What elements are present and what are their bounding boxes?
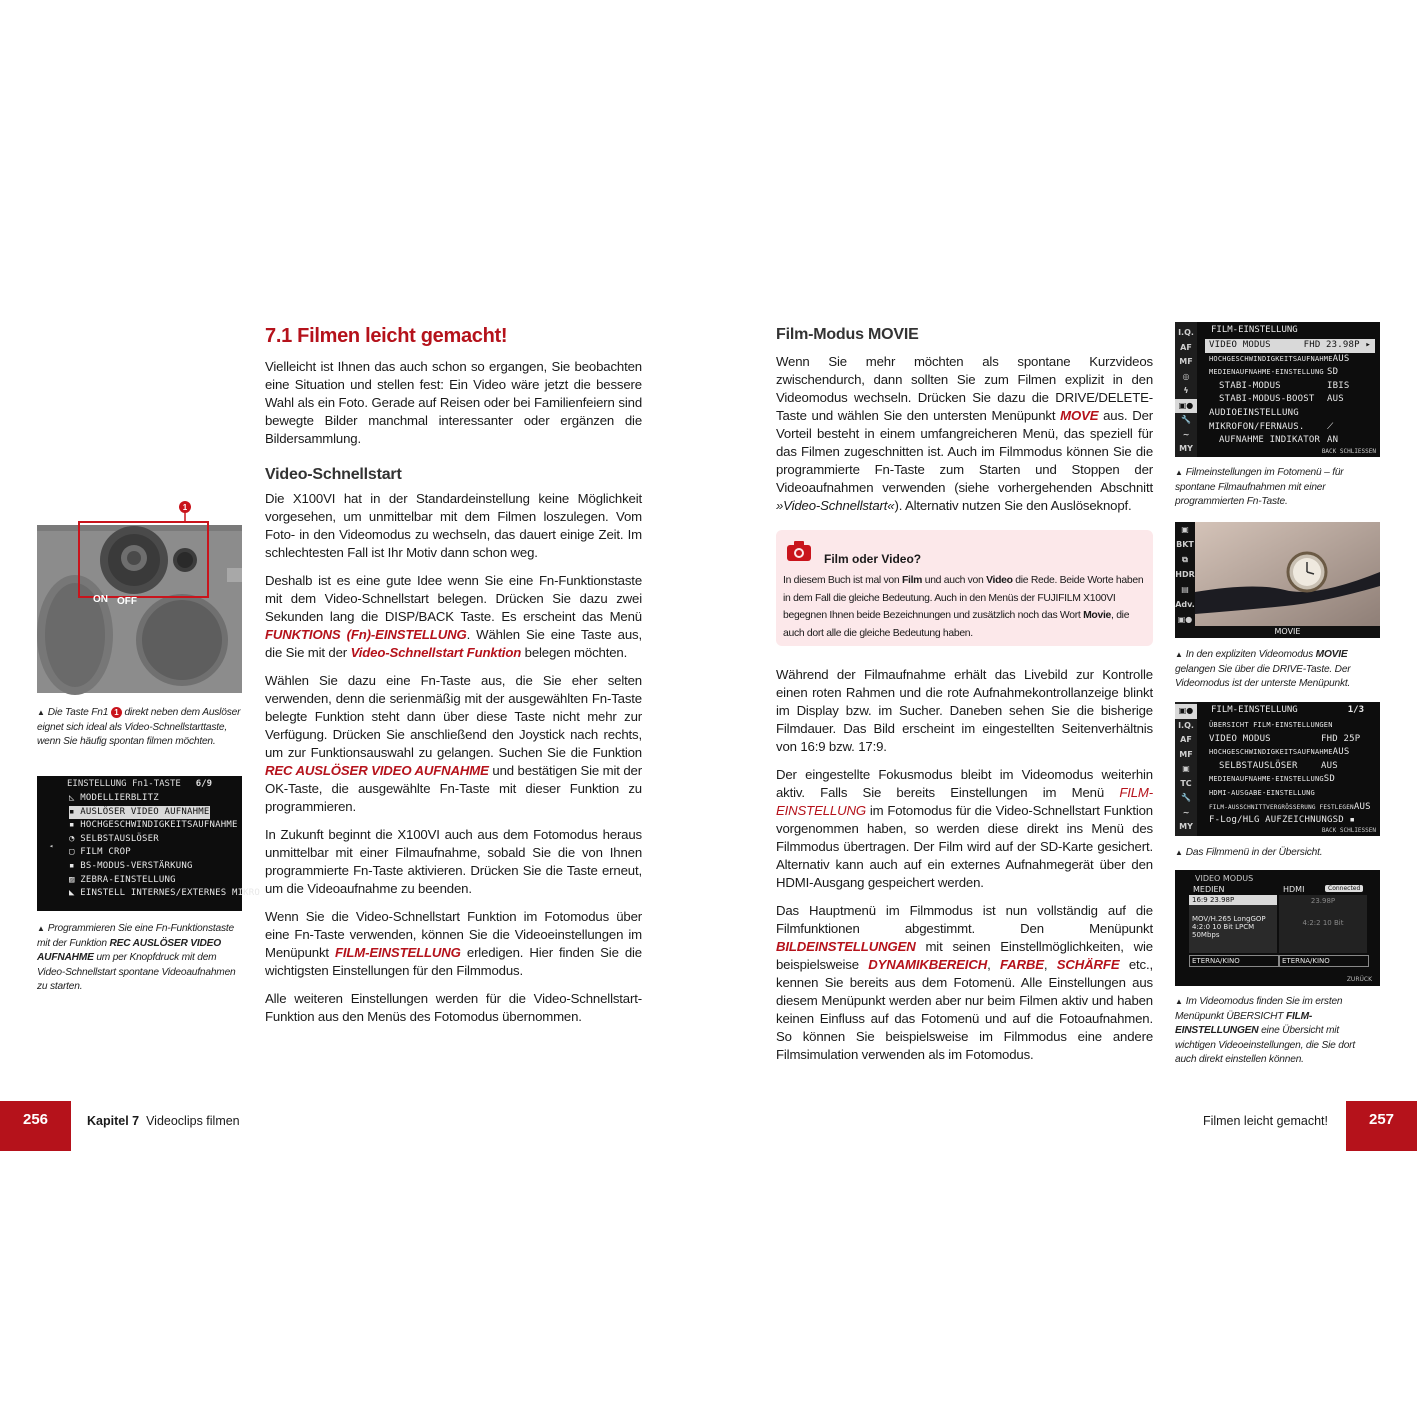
menu-row[interactable]: STABI-MODUS IBIS <box>1219 380 1350 391</box>
hdmi-panel <box>1279 895 1367 953</box>
caption-fn1: ▲ Die Taste Fn1 1 direkt neben dem Auslöser eignet sich ideal als Video-Schnellstarttaste, wenn Sie häufig spontan filmen möchten. <box>37 707 241 747</box>
triangle-icon: ▲ <box>1175 997 1183 1006</box>
film-sim-hdmi: ETERNA/KINO <box>1279 955 1369 967</box>
menu-item[interactable]: ▢ FILM CROP <box>69 847 131 858</box>
caption-film-settings: ▲ Filmeinstellungen im Fotomenü – für spontane Filmaufnahmen mit einer programmierten Fn-Taste. <box>1175 467 1344 507</box>
drive-menu-photo <box>1175 522 1380 638</box>
paragraph: In Zukunft beginnt die X100VI auch aus dem Fotomodus heraus unmittelbar mit einer Filmaufnahme, sobald Sie die von Ihnen programmierte Fn-Taste aktivieren. Drücken Sie die Taste erneut, um die Videoaufnahme zu beenden. <box>265 827 642 896</box>
paragraph: Das Hauptmenü im Filmmodus ist nun vollständig auf die Filmfunktionen abgestimmt. Den Menüpunkt BILDEINSTELLUNGEN mit seinen Einstellmöglichkeiten, wie beispielsweise DYNAMIKBEREICH, FARBE, SCHÄRFE etc., kennen Sie bereits aus dem Fotomenü. Alle Einstellungen aus diesem Menüpunkt werden aber nur beim Filmen aktiv und haben keinen Einfluss auf das Fotomenü und auf die Fotoaufnahmen. So können Sie beispielsweise im Filmmodus eine andere Filmsimulation verwenden als im Fotomodus. <box>776 903 1154 1062</box>
paragraph: Während der Filmaufnahme erhält das Livebild zur Kontrolle einen roten Rahmen und die rote Aufnahmekontrollanzeige blinkt im Display bzw. im Sucher. Daneben sehen Sie die bisherige Filmdauer. Das Bild erscheint im eingestellten Seitenverhältnis von 16:9 bzw. 17:9. <box>776 667 1153 754</box>
menu-row[interactable]: MIKROFON/FERNAUS. ⟋ <box>1209 421 1334 432</box>
tip-title: Film oder Video? <box>824 552 922 566</box>
triangle-icon: ▲ <box>37 708 45 717</box>
media-column-header: MEDIEN <box>1193 885 1225 894</box>
menu-row[interactable]: HOCHGESCHWINDIGKEITSAUFNAHME AUS <box>1209 747 1350 758</box>
drive-mode-label: MOVIE <box>1195 626 1380 638</box>
menu-row[interactable]: MEDIENAUFNAHME-EINSTELLUNG SD <box>1209 367 1339 378</box>
screen-title: VIDEO MODUS <box>1195 874 1254 883</box>
hdmi-format: 23.98P <box>1310 897 1336 905</box>
right-paragraph-1: Wenn Sie mehr möchten als spontane Kurzvideos zwischendurch, dann sollten Sie zum Filmen explizit in den Videomodus wechseln. Drücken Sie dazu die DRIVE/DELETE-Taste und wählen Sie den untersten Menüpunkt MOVE aus. Der Vorteil besteht in einem umfangreicheren Menü, das speziell für das Filmen zugeschnitten ist. Auch im Filmmodus können Sie die programmierte Fn-Taste zum Starten und Stoppen der Videoaufnahmen verwenden (siehe vorhergehenden Abschnitt »Video-Schnellstart«). Alternativ nutzen Sie den Auslöseknopf. <box>776 354 1153 513</box>
on-label: ON <box>93 594 108 605</box>
menu-title: FILM-EINSTELLUNG <box>1211 705 1298 715</box>
menu-row[interactable]: HOCHGESCHWINDIGKEITSAUFNAHME AUS <box>1209 353 1350 364</box>
triangle-icon: ▲ <box>1175 650 1183 659</box>
menu-sidebar: ▣● I.Q. AF MF ▣ TC 🔧 ∼ MY <box>1175 702 1197 836</box>
page-number-left: 256 <box>0 1101 71 1151</box>
camera-top-photo <box>37 500 242 693</box>
off-label: OFF <box>117 596 137 607</box>
codec: MOV/H.265 LongGOP <box>1192 915 1266 923</box>
menu-row[interactable]: HDMI-AUSGABE-EINSTELLUNG <box>1209 788 1315 797</box>
running-footer-right: Filmen leicht gemacht! <box>1202 1114 1328 1128</box>
paragraph: Wenn Sie die Video-Schnellstart Funktion im Fotomodus über eine Fn-Taste verwenden, können Sie die Videoeinstellungen im Menüpunkt FILM-EINSTELLUNG erledigen. Hier finden Sie die wichtigsten Einstellungen für den Filmmodus. <box>265 909 642 978</box>
section-title: 7.1 Filmen leicht gemacht! <box>265 325 508 347</box>
menu-row[interactable]: SELBSTAUSLÖSER AUS <box>1219 760 1338 771</box>
menu-row[interactable]: AUFNAHME INDIKATOR AN <box>1219 435 1339 446</box>
movie-menu-overview <box>1175 702 1380 836</box>
menu-footer: BACK SCHLIESSEN <box>1321 827 1376 834</box>
menu-row[interactable]: F-Log/HLG AUFZEICHNUNG SD ▪ <box>1209 815 1356 826</box>
caption-video-mode: ▲ Im Videomodus finden Sie im ersten Menüpunkt ÜBERSICHT FILM-EINSTELLUNGEN eine Übersicht mit wichtigen Videoeinstellungen, die Sie dort auch direkt einstellen können. <box>1175 996 1356 1065</box>
menu-row[interactable]: AUDIOEINSTELLUNG <box>1209 407 1299 418</box>
bits: 4:2:0 10 Bit LPCM <box>1192 923 1255 931</box>
triangle-icon: ▲ <box>37 924 45 933</box>
menu-row[interactable]: ÜBERSICHT FILM-EINSTELLUNGEN <box>1209 721 1333 729</box>
caption-fn-menu: ▲ Programmieren Sie eine Fn-Funktionstaste mit der Funktion REC AUSLÖSER VIDEO AUFNAHME um per Knopfdruck mit dem Video-Schnellstart spontane Videoaufnahmen zu starten. <box>37 923 236 992</box>
menu-page: 6/9 <box>195 779 212 789</box>
menu-item[interactable]: ▪ HOCHGESCHWINDIGKEITSAUFNAHME <box>69 820 238 831</box>
callout-number: 1 <box>182 503 188 512</box>
menu-row[interactable]: VIDEO MODUS FHD 23.98P ▸ <box>1205 339 1375 353</box>
wristwatch-image <box>1195 522 1380 626</box>
menu-row[interactable]: VIDEO MODUS FHD 25P <box>1209 733 1361 744</box>
menu-item[interactable]: ▨ ZEBRA-EINSTELLUNG <box>69 874 176 885</box>
menu-footer: BACK SCHLIESSEN <box>1321 448 1376 455</box>
intro-paragraph: Vielleicht ist Ihnen das auch schon so ergangen, Sie beobachten eine Situation und stellen fest: Ein Video wäre jetzt die bessere Wahl als ein Foto. Gerade auf Reisen oder bei Familienfeiern sind bewegte Bilder manchmal interessanter oder ergänzen die Bildersammlung. <box>265 359 642 446</box>
tip-box <box>776 530 1153 646</box>
sd-format: 16:9 23.98P <box>1189 895 1277 905</box>
menu-item-selected[interactable]: ▪ AUSLÖSER VIDEO AUFNAHME <box>69 806 210 820</box>
camera-icon <box>786 540 812 562</box>
scroll-left-icon: ◂ <box>49 842 54 850</box>
triangle-icon: ▲ <box>1175 468 1183 477</box>
menu-row[interactable]: STABI-MODUS-BOOST AUS <box>1219 394 1344 405</box>
menu-item[interactable]: ◣ EINSTELL INTERNES/EXTERNES MIKRO <box>69 888 261 899</box>
triangle-icon: ▲ <box>1175 848 1183 857</box>
page-number-right: 257 <box>1346 1101 1417 1151</box>
menu-item[interactable]: ◺ MODELLIERBLITZ <box>69 793 159 803</box>
film-settings-menu <box>1175 322 1380 457</box>
caption-drive-menu: ▲ In den expliziten Videomodus MOVIE gelangen Sie über die DRIVE-Taste. Der Videomodus ist der unterste Menüpunkt. <box>1175 649 1351 689</box>
paragraph: Wählen Sie dazu eine Fn-Taste aus, die Sie eher selten verwenden, denn die serienmäßig mit der ausgewählten Fn-Taste belegte Funktion steht dann über diese Taste nicht mehr zur Verfügung. Drücken Sie anschließend den Joystick nach rechts, um zur Funktionsauswahl zu gelangen. Suchen Sie die Funktion REC AUSLÖSER VIDEO AUFNAHME und bestätigen Sie mit der OK-Taste, die ausgewählte Fn-Taste mit dieser Funktion zu programmieren. <box>265 673 642 814</box>
menu-page: 1/3 <box>1347 705 1364 715</box>
video-mode-screen <box>1175 870 1380 986</box>
running-footer-left: Kapitel 7 Videoclips filmen <box>87 1114 240 1128</box>
drive-sidebar: ▣ BKT ⧉ HDR ▤ Adv. ▣● <box>1175 522 1195 638</box>
right-column-text <box>776 666 1153 1074</box>
paragraph: Die X100VI hat in der Standardeinstellung keine Möglichkeit vorgesehen, um unmittelbar mit dem Filmen loszulegen. Vom Foto- in den Videomodus zu wechseln, das dauert einige Zeit. Im schlechtesten Fall ist Ihr Motiv dann schon weg. <box>265 491 642 560</box>
menu-row[interactable]: MEDIENAUFNAHME-EINSTELLUNG SD <box>1209 774 1336 785</box>
menu-title: EINSTELLUNG Fn1-TASTE <box>67 779 181 789</box>
media-panel <box>1189 895 1277 953</box>
camera-illustration <box>37 500 242 693</box>
paragraph: Deshalb ist es eine gute Idee wenn Sie eine Fn-Funktionstaste mit dem Video-Schnellstart belegen. Drücken Sie dazu zwei Sekunden lang die DISP/BACK Taste. Es erscheint das Menü FUNKTIONS (Fn)-EINSTELLUNG. Wählen Sie eine Taste aus, die Sie mit der Video-Schnellstart Funktion belegen möchten. <box>265 573 642 660</box>
menu-item[interactable]: ◔ SELBSTAUSLÖSER <box>69 833 159 844</box>
paragraph: Der eingestellte Fokusmodus bleibt im Videomodus weiterhin aktiv. Falls Sie bereits Einstellungen im Menü FILM-EINSTELLUNG im Fotomodus für die Video-Schnellstart Funktion vorgenommen haben, so werden diese direkt ins Menü des Filmmodus übertragen. Der Film wird auf der SD-Karte gesichert. Alternativ kann auch auf ein externes Aufnahmegerät über den HDMI-Ausgang gespeichert werden. <box>776 767 1153 890</box>
tip-text: In diesem Buch ist mal von Film und auch von Video die Rede. Beide Worte haben in dem Fall die gleiche Bedeutung. Auch in den Menüs der FUJIFILM X100VI begegnen Ihnen beide Bezeichnungen und zusätzlich noch das Wort Movie, die auch dort alle die gleiche Bedeutung haben. <box>783 575 1144 639</box>
hdmi-bits: 4:2:2 10 Bit <box>1302 919 1344 927</box>
bitrate: 50Mbps <box>1192 931 1220 939</box>
back-hint: ZURÜCK <box>1346 976 1372 983</box>
caption-movie-menu: ▲ Das Filmmenü in der Übersicht. <box>1175 847 1323 858</box>
menu-title: FILM-EINSTELLUNG <box>1211 325 1298 335</box>
fn1-menu-screenshot <box>37 776 261 911</box>
subsection-title: Video-Schnellstart <box>265 466 402 483</box>
callout-number-badge: 1 <box>111 707 122 718</box>
left-column-text <box>265 358 642 1036</box>
connected-badge: Connected <box>1325 885 1363 892</box>
hdmi-column-header: HDMI <box>1283 885 1305 894</box>
menu-sidebar: I.Q. AF MF ◎ ϟ ▣● 🔧 ∼ MY <box>1175 322 1197 457</box>
menu-header <box>37 776 242 792</box>
menu-row[interactable]: FILM-AUSSCHNITTVERGRÖSSERUNG FESTLEGEN AUS <box>1209 801 1371 812</box>
film-sim-media: ETERNA/KINO <box>1189 955 1279 967</box>
menu-item[interactable]: ▪ BS-MODUS-VERSTÄRKUNG <box>69 860 193 871</box>
paragraph: Alle weiteren Einstellungen werden für die Video-Schnellstart-Funktion aus den Menüs des Fotomodus übernommen. <box>265 991 642 1024</box>
right-section-title: Film-Modus MOVIE <box>776 326 919 343</box>
